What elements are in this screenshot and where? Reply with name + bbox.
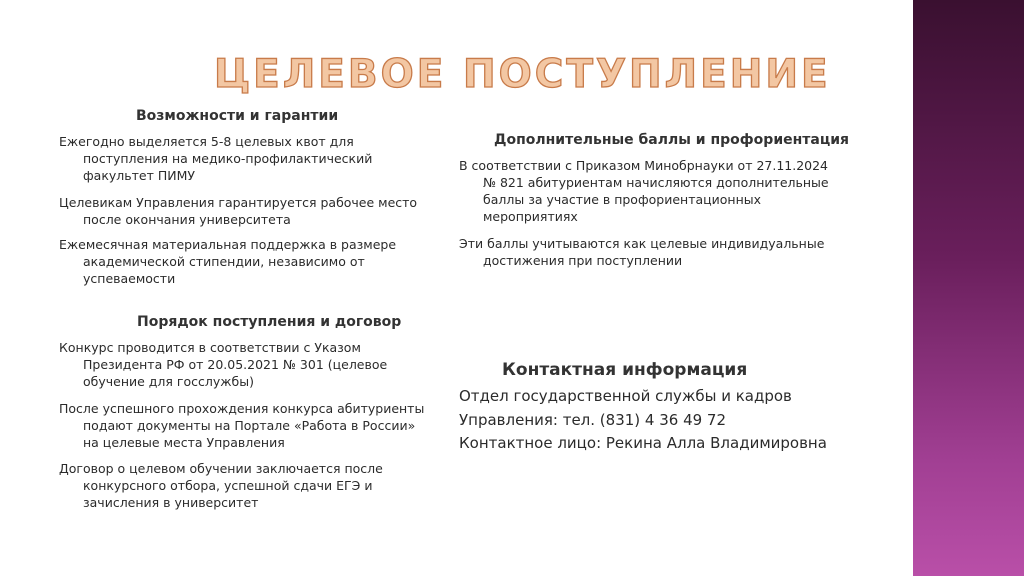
contact-phone: Управления: тел. (831) 4 36 49 72	[459, 411, 727, 429]
paragraph-line: После успешного прохождения конкурса абитуриенты	[59, 401, 425, 416]
list-item	[59, 400, 449, 451]
paragraph-line: баллы за участие в профориентационных	[483, 192, 762, 207]
list-item	[59, 194, 439, 228]
slide-title: ЦЕЛЕВОЕ ПОСТУПЛЕНИЕ	[214, 52, 831, 97]
list-item	[59, 460, 439, 511]
paragraph-line: Ежегодно выделяется 5-8 целевых квот для	[59, 134, 354, 149]
list-item	[59, 236, 439, 287]
paragraph-line: Конкурс проводится в соответствии с Указом	[59, 340, 361, 355]
paragraph-line: Целевикам Управления гарантируется рабочее место	[59, 195, 418, 210]
paragraph-line: Ежемесячная материальная поддержка в размере	[59, 237, 397, 252]
paragraph-line: достижения при поступлении	[483, 253, 683, 268]
paragraph-line: подают документы на Портале «Работа в России»	[83, 418, 416, 433]
paragraph-line: № 821 абитуриентам начисляются дополнительные	[483, 175, 829, 190]
paragraph-line: зачисления в университет	[83, 495, 259, 510]
paragraph-line: на целевые места Управления	[83, 435, 285, 450]
paragraph-line: академической стипендии, независимо от	[83, 254, 365, 269]
paragraph-line: факультет ПИМУ	[83, 168, 196, 183]
contact-title: Контактная информация	[502, 360, 748, 380]
paragraph-line: В соответствии с Приказом Минобрнауки от 27.11.2024	[459, 158, 829, 173]
paragraph-line: Договор о целевом обучении заключается после	[59, 461, 383, 476]
paragraph-line: конкурсного отбора, успешной сдачи ЕГЭ и	[83, 478, 373, 493]
paragraph-line: Эти баллы учитываются как целевые индивидуальные	[459, 236, 825, 251]
section-title-extra-points: Дополнительные баллы и профориентация	[494, 132, 850, 148]
list-item	[59, 339, 439, 390]
list-item	[59, 133, 419, 184]
paragraph-line: успеваемости	[83, 271, 176, 286]
contact-department: Отдел государственной службы и кадров	[459, 387, 792, 405]
paragraph-line: мероприятиях	[483, 209, 578, 224]
section-title-opportunities: Возможности и гарантии	[136, 108, 339, 124]
paragraph-line: Президента РФ от 20.05.2021 № 301 (целевое	[83, 357, 388, 372]
list-item	[459, 157, 879, 225]
paragraph-line: обучение для госслужбы)	[83, 374, 254, 389]
paragraph-line: поступления на медико-профилактический	[83, 151, 373, 166]
contact-person: Контактное лицо: Рекина Алла Владимировна	[459, 434, 827, 452]
paragraph-line: после окончания университета	[83, 212, 291, 227]
decorative-side-band	[913, 0, 1024, 576]
list-item	[459, 235, 879, 269]
section-title-procedure: Порядок поступления и договор	[137, 314, 402, 330]
